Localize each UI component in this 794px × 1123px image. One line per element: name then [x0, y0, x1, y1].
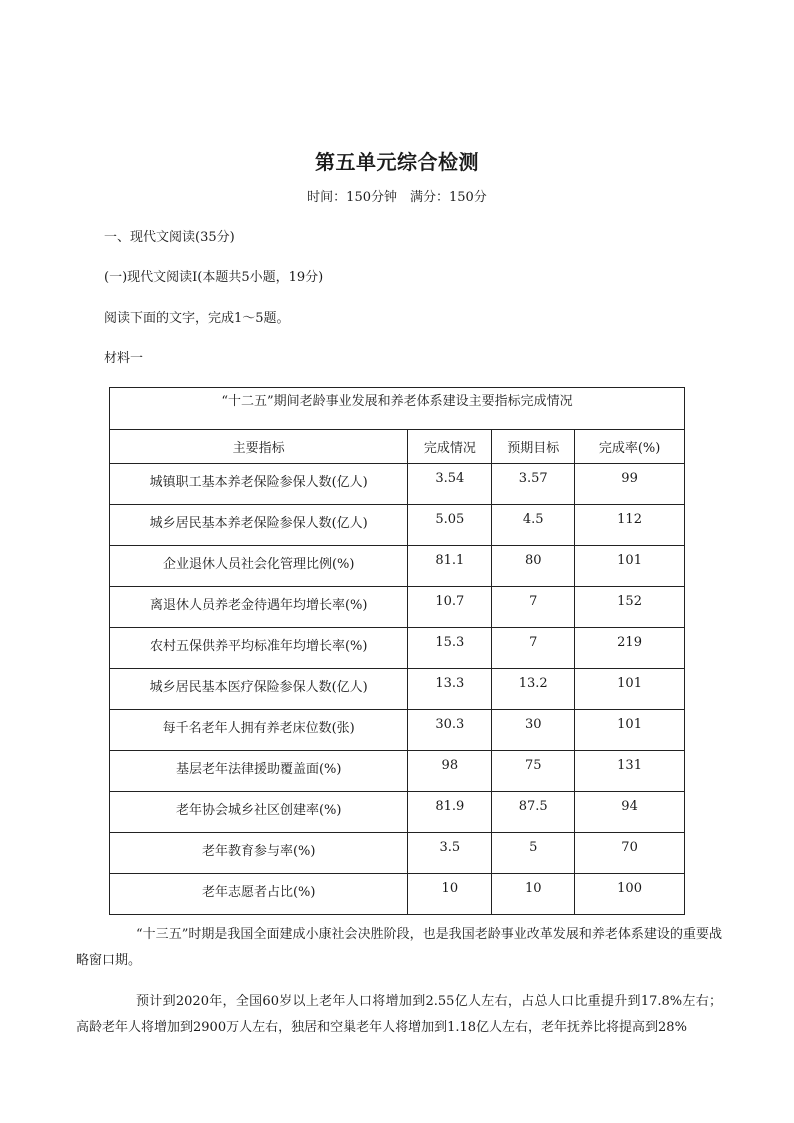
- material-label: 材料一: [104, 351, 144, 366]
- indicator-name-cell: 城乡居民基本医疗保险参保人数(亿人): [110, 669, 408, 710]
- indicator-name-cell: 离退休人员养老金待遇年均增长率(%): [110, 587, 408, 628]
- indicator-value-cell: 3.54: [408, 464, 492, 505]
- instruction-text: 阅读下面的文字，完成1～5题。: [104, 311, 290, 326]
- indicator-value-cell: 3.57: [492, 464, 575, 505]
- exam-time-info: 时间：150分钟 满分：150分: [307, 190, 487, 205]
- indicator-value-cell: 80: [492, 546, 575, 587]
- indicator-value-cell: 30.3: [408, 710, 492, 751]
- indicator-value-cell: 15.3: [408, 628, 492, 669]
- table-row: [110, 792, 685, 833]
- indicator-value-cell: 100: [575, 874, 685, 915]
- table-row: [110, 464, 685, 505]
- table-header-cell: 完成情况: [408, 430, 492, 464]
- indicator-name-cell: 农村五保供养平均标准年均增长率(%): [110, 628, 408, 669]
- paragraph-1: “十三五”时期是我国全面建成小康社会决胜阶段，也是我国老龄事业改革发展和养老体系建设的重要战略窗口期。: [76, 927, 722, 968]
- indicator-value-cell: 7: [492, 587, 575, 628]
- indicator-value-cell: 99: [575, 464, 685, 505]
- table-row: [110, 587, 685, 628]
- indicator-name-cell: 老年志愿者占比(%): [110, 874, 408, 915]
- indicator-name-cell: 企业退休人员社会化管理比例(%): [110, 546, 408, 587]
- indicator-value-cell: 70: [575, 833, 685, 874]
- indicator-name-cell: 老年教育参与率(%): [110, 833, 408, 874]
- indicator-value-cell: 30: [492, 710, 575, 751]
- indicator-name-cell: 每千名老年人拥有养老床位数(张): [110, 710, 408, 751]
- table-row: [110, 505, 685, 546]
- indicator-value-cell: 81.1: [408, 546, 492, 587]
- indicator-value-cell: 98: [408, 751, 492, 792]
- indicator-name-cell: 城镇职工基本养老保险参保人数(亿人): [110, 464, 408, 505]
- table-header-cell: 预期目标: [492, 430, 575, 464]
- table-caption-row: [110, 388, 685, 430]
- indicator-value-cell: 7: [492, 628, 575, 669]
- table-row: [110, 546, 685, 587]
- indicator-value-cell: 5.05: [408, 505, 492, 546]
- table-row: [110, 751, 685, 792]
- indicator-value-cell: 101: [575, 546, 685, 587]
- indicator-name-cell: 基层老年法律援助覆盖面(%): [110, 751, 408, 792]
- table-row: [110, 833, 685, 874]
- indicator-value-cell: 112: [575, 505, 685, 546]
- indicator-value-cell: 101: [575, 669, 685, 710]
- indicator-name-cell: 老年协会城乡社区创建率(%): [110, 792, 408, 833]
- indicator-value-cell: 131: [575, 751, 685, 792]
- indicator-value-cell: 87.5: [492, 792, 575, 833]
- indicator-table-body: [110, 388, 685, 915]
- indicator-value-cell: 13.3: [408, 669, 492, 710]
- indicator-value-cell: 4.5: [492, 505, 575, 546]
- indicator-value-cell: 13.2: [492, 669, 575, 710]
- indicator-table: [109, 387, 685, 915]
- indicator-value-cell: 152: [575, 587, 685, 628]
- table-row: [110, 874, 685, 915]
- indicator-value-cell: 10: [408, 874, 492, 915]
- section-heading: 一、现代文阅读(35分): [104, 230, 235, 245]
- table-header-cell: 主要指标: [110, 430, 408, 464]
- subsection-heading: (一)现代文阅读Ⅰ(本题共5小题，19分): [104, 270, 324, 285]
- table-row: [110, 628, 685, 669]
- indicator-value-cell: 94: [575, 792, 685, 833]
- indicator-value-cell: 3.5: [408, 833, 492, 874]
- indicator-value-cell: 75: [492, 751, 575, 792]
- indicator-name-cell: 城乡居民基本养老保险参保人数(亿人): [110, 505, 408, 546]
- indicator-value-cell: 81.9: [408, 792, 492, 833]
- indicator-value-cell: 10.7: [408, 587, 492, 628]
- paragraph-2: 预计到2020年，全国60岁以上老年人口将增加到2.55亿人左右，占总人口比重提升到17.8%左右；高龄老年人将增加到2900万人左右，独居和空巢老年人将增加到1.18亿人左右，老年抚养比将提高到28%: [76, 994, 722, 1035]
- table-header-cell: 完成率(%): [575, 430, 685, 464]
- indicator-value-cell: 219: [575, 628, 685, 669]
- table-header-row: [110, 430, 685, 464]
- table-caption: “十二五”期间老龄事业发展和养老体系建设主要指标完成情况: [110, 388, 685, 430]
- table-row: [110, 710, 685, 751]
- indicator-value-cell: 5: [492, 833, 575, 874]
- page-title: 第五单元综合检测: [315, 150, 479, 174]
- indicator-value-cell: 10: [492, 874, 575, 915]
- table-row: [110, 669, 685, 710]
- indicator-value-cell: 101: [575, 710, 685, 751]
